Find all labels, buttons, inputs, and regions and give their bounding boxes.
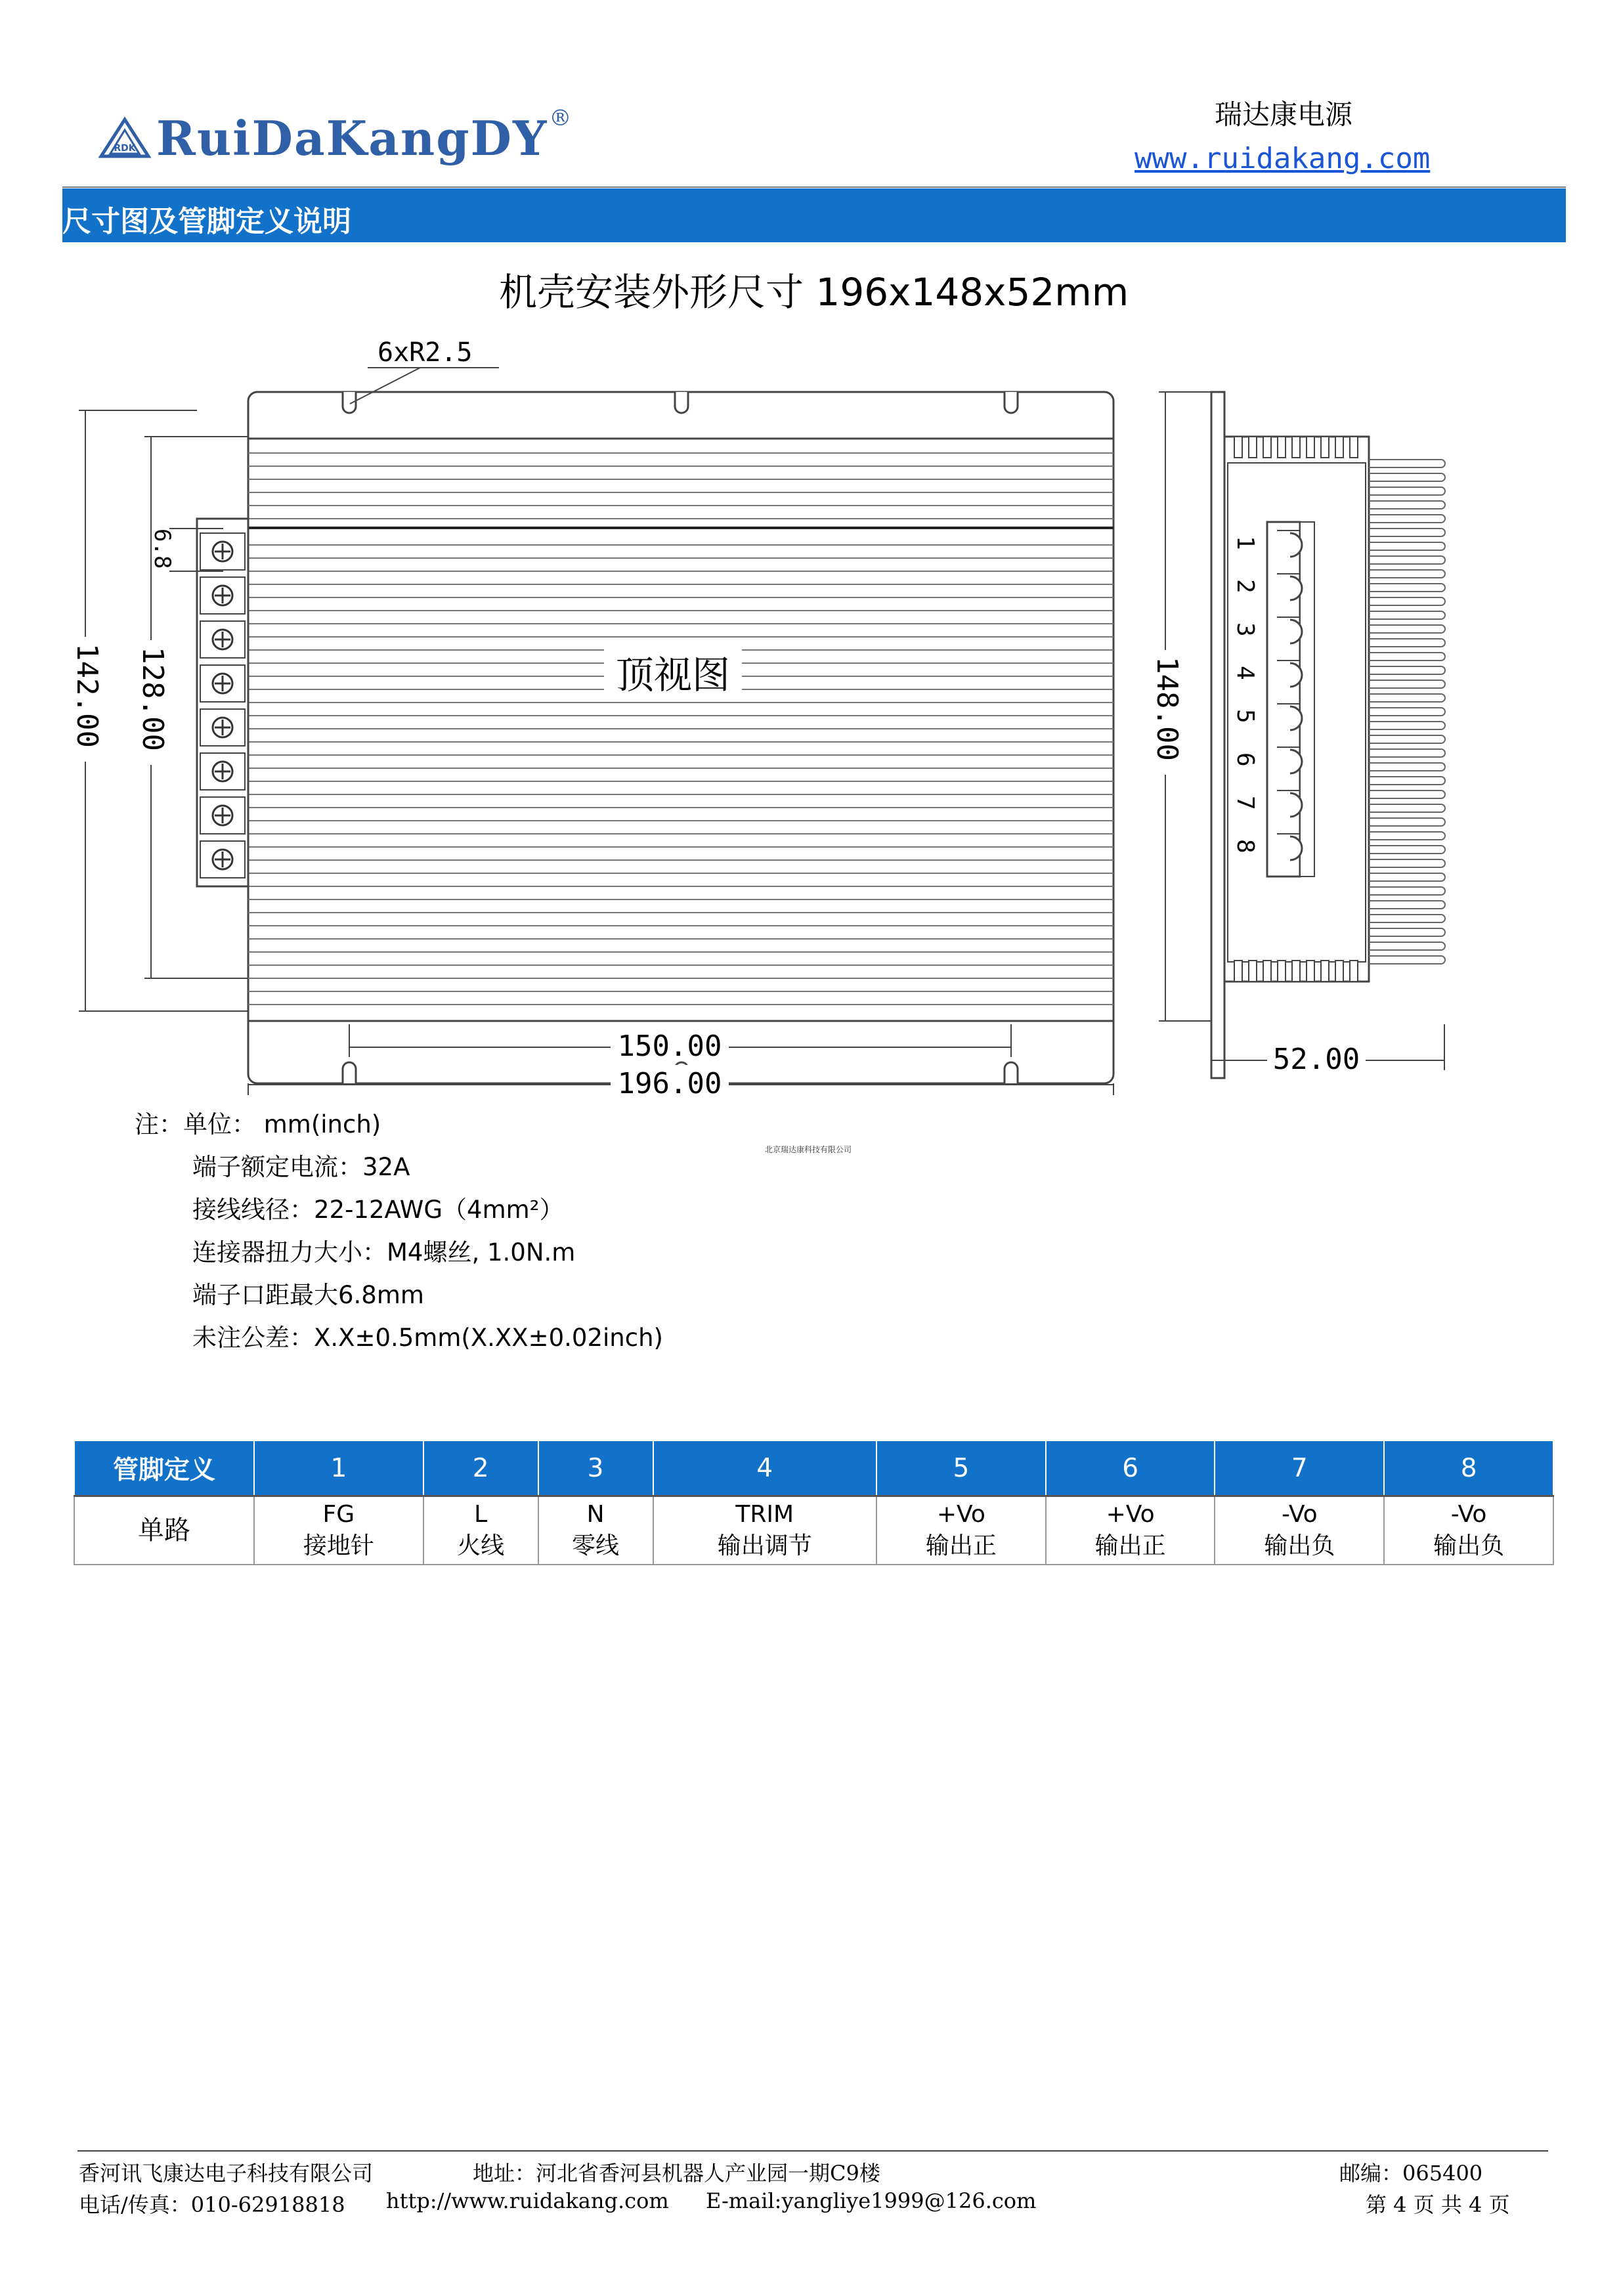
terminal-number-label: 6	[1232, 752, 1259, 767]
pin-code: TRIM	[735, 1501, 794, 1528]
pin-desc: 火线	[457, 1532, 505, 1559]
pin-number: 3	[538, 1440, 653, 1496]
pin-number: 2	[423, 1440, 538, 1496]
side-depth-dimension: 52.00	[1272, 1043, 1360, 1076]
watermark-text: 北京瑞达康科技有限公司	[765, 1145, 852, 1154]
footer-company: 香河讯飞康达电子科技有限公司	[79, 2161, 374, 2186]
terminal-number-label: 1	[1232, 536, 1259, 550]
company-name-cn: 瑞达康电源	[1215, 98, 1353, 131]
website-link[interactable]: www.ruidakang.com	[1135, 142, 1431, 175]
logo-text: RuiDaKangDY	[156, 110, 548, 166]
pin-desc: 输出负	[1264, 1532, 1335, 1559]
note-units: 单位： mm(inch)	[183, 1110, 381, 1138]
footer-web-link[interactable]: http://www.ruidakang.com	[386, 2188, 669, 2213]
pin-cell	[1384, 1496, 1553, 1565]
top-view-label: 顶视图	[615, 653, 731, 697]
note-terminal-pitch: 端子口距最大6.8mm	[192, 1281, 424, 1309]
pin-code: -Vo	[1450, 1501, 1487, 1528]
pin-cell	[538, 1496, 653, 1565]
note-tolerance: 未注公差：X.X±0.5mm(X.XX±0.02inch)	[192, 1324, 663, 1352]
pin-number: 8	[1384, 1440, 1553, 1496]
notes-block	[135, 1103, 663, 1359]
pin-code: +Vo	[1106, 1501, 1155, 1528]
terminal-screw-icon	[200, 533, 245, 570]
pin-cell	[653, 1496, 877, 1565]
pin-desc: 接地针	[303, 1532, 374, 1559]
terminal-number-label: 5	[1232, 709, 1259, 724]
pin-cell	[423, 1496, 538, 1565]
footer-address: 地址：河北省香河县机器人产业园一期C9楼	[473, 2161, 880, 2186]
terminal-pitch-dimension: 6.8	[149, 529, 175, 569]
note-torque: 连接器扭力大小：M4螺丝, 1.0N.m	[192, 1238, 576, 1267]
terminal-screw-icon	[200, 577, 245, 614]
terminal-number-label: 3	[1232, 622, 1259, 637]
pin-desc: 输出正	[925, 1532, 997, 1559]
footer-divider	[77, 2150, 1548, 2152]
overall-length-dimension: 196.00	[617, 1067, 722, 1100]
note-wire-gauge: 接线线径：22-12AWG（4mm²）	[192, 1196, 564, 1224]
pin-code: -Vo	[1281, 1501, 1318, 1528]
terminal-screw-icon	[200, 621, 245, 658]
pin-table-row	[74, 1496, 1553, 1565]
pin-code: FG	[322, 1501, 355, 1528]
terminal-number-label: 4	[1232, 666, 1259, 680]
outer-height-dimension: 142.00	[70, 643, 104, 748]
pin-number: 1	[254, 1440, 423, 1496]
terminal-number-label: 2	[1232, 579, 1259, 594]
pin-number: 4	[653, 1440, 877, 1496]
pin-number: 5	[876, 1440, 1046, 1496]
terminal-screw-icon	[200, 753, 245, 790]
pin-definition-table	[74, 1440, 1554, 1565]
footer-email[interactable]: E-mail:yangliye1999@126.com	[706, 2188, 1037, 2213]
pin-code: L	[474, 1501, 488, 1528]
pin-desc: 输出负	[1433, 1532, 1505, 1559]
drawing-title: 机壳安装外形尺寸 196x148x52mm	[499, 270, 1129, 314]
pin-number: 7	[1215, 1440, 1384, 1496]
terminal-number-label: 7	[1232, 796, 1259, 810]
notes-prefix: 注：	[135, 1110, 183, 1138]
terminal-screw-icon	[200, 665, 245, 702]
pin-code: +Vo	[936, 1501, 985, 1528]
side-width-dimension: 148.00	[1150, 657, 1184, 761]
registered-mark: ®	[549, 105, 572, 131]
pin-header-label: 管脚定义	[74, 1440, 254, 1496]
pin-cell	[1215, 1496, 1384, 1565]
terminal-screw-icon	[200, 841, 245, 878]
top-view	[70, 337, 1113, 1100]
pin-cell	[1046, 1496, 1215, 1565]
side-view	[1150, 392, 1445, 1078]
pin-desc: 输出调节	[717, 1532, 812, 1559]
logo-mark-letters: RDK	[114, 143, 136, 154]
row-label: 单路	[74, 1496, 254, 1565]
pin-table-header	[74, 1440, 1553, 1496]
section-title: 尺寸图及管脚定义说明	[62, 205, 351, 238]
pin-desc: 零线	[572, 1532, 620, 1559]
terminal-screw-icon	[200, 797, 245, 834]
pin-desc: 输出正	[1094, 1532, 1166, 1559]
terminal-number-label: 8	[1232, 839, 1259, 854]
inner-height-dimension: 128.00	[136, 647, 169, 751]
terminal-screw-icon	[200, 709, 245, 746]
pin-cell	[876, 1496, 1046, 1565]
radius-callout: 6xR2.5	[378, 337, 473, 368]
note-rated-current: 端子额定电流：32A	[192, 1153, 410, 1181]
footer-postcode: 邮编：065400	[1339, 2161, 1483, 2186]
footer-page-number: 第 4 页 共 4 页	[1366, 2192, 1510, 2217]
pin-number: 6	[1046, 1440, 1215, 1496]
pin-cell	[254, 1496, 423, 1565]
mount-spacing-dimension: 150.00	[617, 1029, 722, 1063]
footer-phone: 电话/传真：010-62918818	[79, 2192, 345, 2217]
pin-code: N	[586, 1501, 605, 1528]
